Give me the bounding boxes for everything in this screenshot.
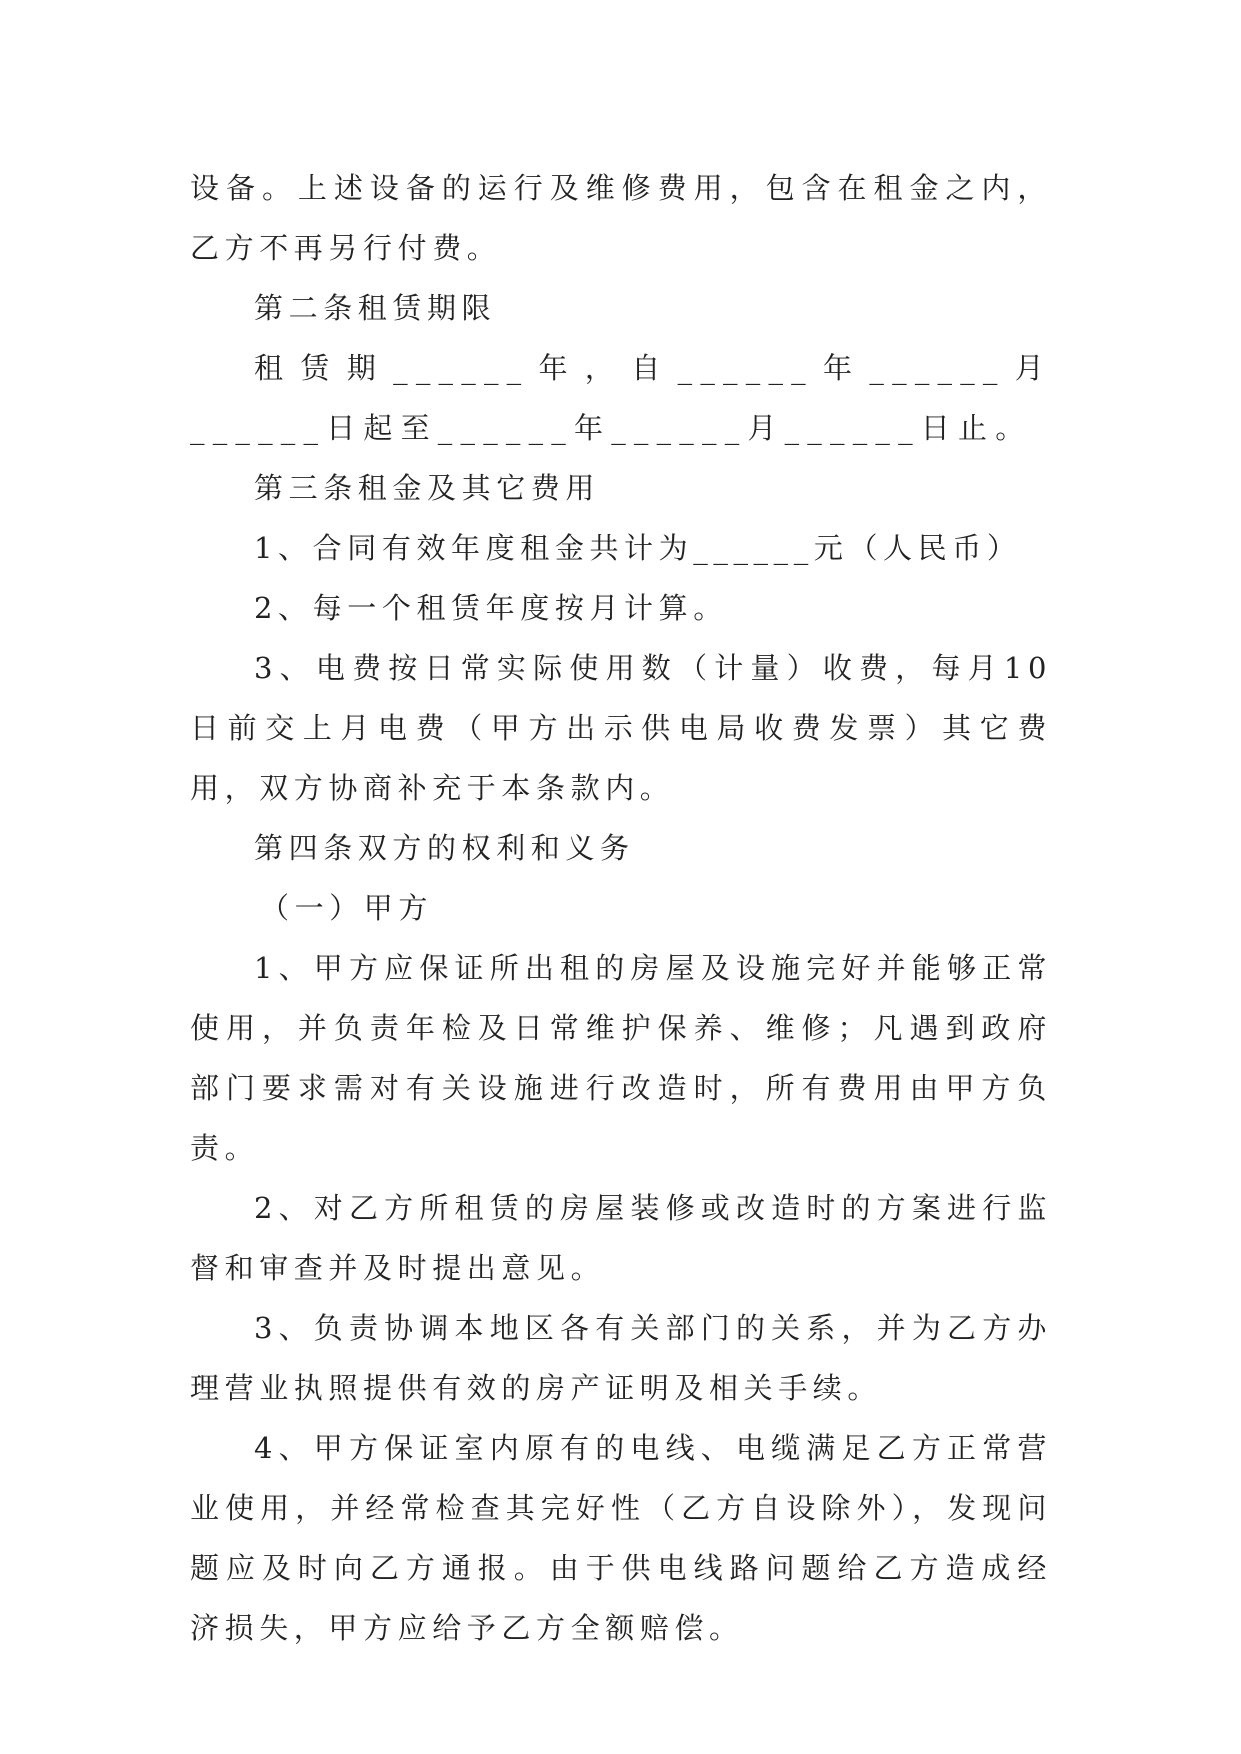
paragraph-party-a-item-3: 3、负责协调本地区各有关部门的关系，并为乙方办理营业执照提供有效的房产证明及相关手续。 xyxy=(190,1311,1052,1405)
heading-article-2-lease-term: 第二条租赁期限 xyxy=(254,291,497,325)
heading-article-3-rent-fees: 第三条租金及其它费用 xyxy=(254,471,601,505)
heading-article-4-rights-obligations: 第四条双方的权利和义务 xyxy=(254,831,635,865)
paragraph-party-a-item-2: 2、对乙方所租赁的房屋装修或改造时的方案进行监督和审查并及时提出意见。 xyxy=(190,1191,1052,1285)
paragraph-monthly-calculation: 2、每一个租赁年度按月计算。 xyxy=(254,591,728,625)
paragraph-electricity-fees: 3、电费按日常实际使用数（计量）收费，每月10日前交上月电费（甲方出示供电局收费发票）其它费用，双方协商补充于本条款内。 xyxy=(190,651,1052,805)
paragraph-lease-period: 租赁期______年，自______年______月______日起至______年______月______日止。 xyxy=(190,351,1052,445)
heading-party-a: （一）甲方 xyxy=(260,891,434,925)
paragraph-party-a-item-4: 4、甲方保证室内原有的电线、电缆满足乙方正常营业使用，并经常检查其完好性（乙方自设除外），发现问题应及时向乙方通报。由于供电线路问题给乙方造成经济损失，甲方应给予乙方全额赔偿。 xyxy=(190,1431,1052,1645)
paragraph-party-a-item-1: 1、甲方应保证所出租的房屋及设施完好并能够正常使用，并负责年检及日常维护保养、维修；凡遇到政府部门要求需对有关设施进行改造时，所有费用由甲方负责。 xyxy=(190,951,1052,1165)
paragraph-rent-total: 1、合同有效年度租金共计为______元（人民币） xyxy=(254,531,1022,565)
paragraph-equipment-costs: 设备。上述设备的运行及维修费用，包含在租金之内，乙方不再另行付费。 xyxy=(190,171,1052,265)
contract-body xyxy=(190,158,1052,1658)
